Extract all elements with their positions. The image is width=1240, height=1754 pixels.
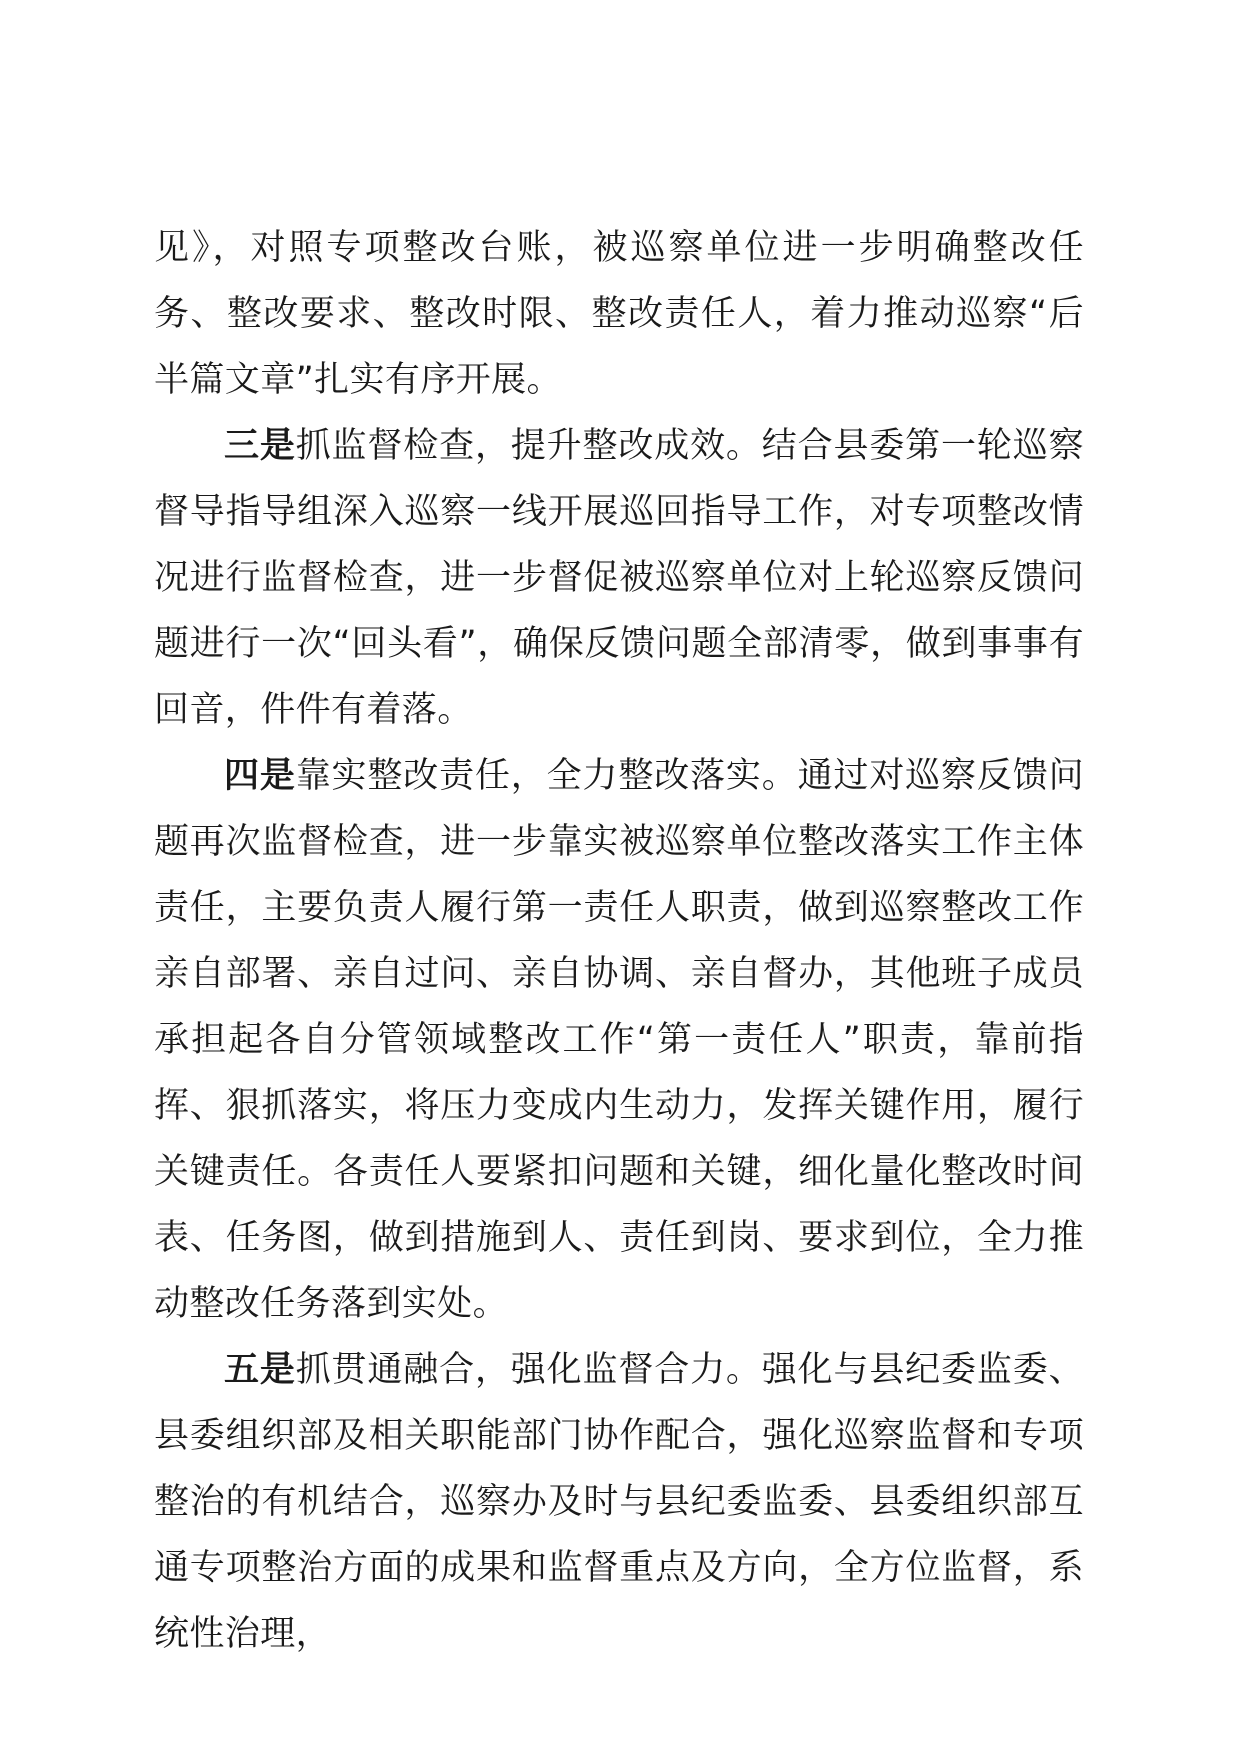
paragraph-text: 抓监督检查，提升整改成效。结合县委第一轮巡察督导指导组深入巡察一线开展巡回指导工作，对专项整改情况进行监督检查，进一步督促被巡察单位对上轮巡察反馈问题进行一次“回头看”，确保反馈问题全部清零，做到事事有回音，件件有着落。	[154, 426, 1084, 730]
paragraph-text: 靠实整改责任，全力整改落实。通过对巡察反馈问题再次监督检查，进一步靠实被巡察单位整改落实工作主体责任，主要负责人履行第一责任人职责，做到巡察整改工作亲自部署、亲自过问、亲自协调、亲自督办，其他班子成员承担起各自分管领域整改工作“第一责任人”职责，靠前指挥、狠抓落实，将压力变成内生动力，发挥关键作用，履行关键责任。各责任人要紧扣问题和关键，细化量化整改时间表、任务图，做到措施到人、责任到岗、要求到位，全力推动整改任务落到实处。	[154, 756, 1084, 1324]
paragraph-item-three	[154, 413, 1084, 743]
paragraph-lead: 四是	[224, 756, 296, 796]
paragraph-item-five	[154, 1337, 1084, 1667]
paragraph-continued	[154, 215, 1084, 413]
paragraph-item-four	[154, 743, 1084, 1337]
paragraph-text: 见》，对照专项整改台账，被巡察单位进一步明确整改任务、整改要求、整改时限、整改责任人，着力推动巡察“后半篇文章”扎实有序开展。	[154, 228, 1084, 400]
paragraph-lead: 五是	[224, 1350, 296, 1390]
document-body	[154, 215, 1084, 1667]
paragraph-text: 抓贯通融合，强化监督合力。强化与县纪委监委、县委组织部及相关职能部门协作配合，强化巡察监督和专项整治的有机结合，巡察办及时与县纪委监委、县委组织部互通专项整治方面的成果和监督重点及方向，全方位监督，系统性治理，	[154, 1350, 1084, 1654]
paragraph-lead: 三是	[224, 426, 296, 466]
